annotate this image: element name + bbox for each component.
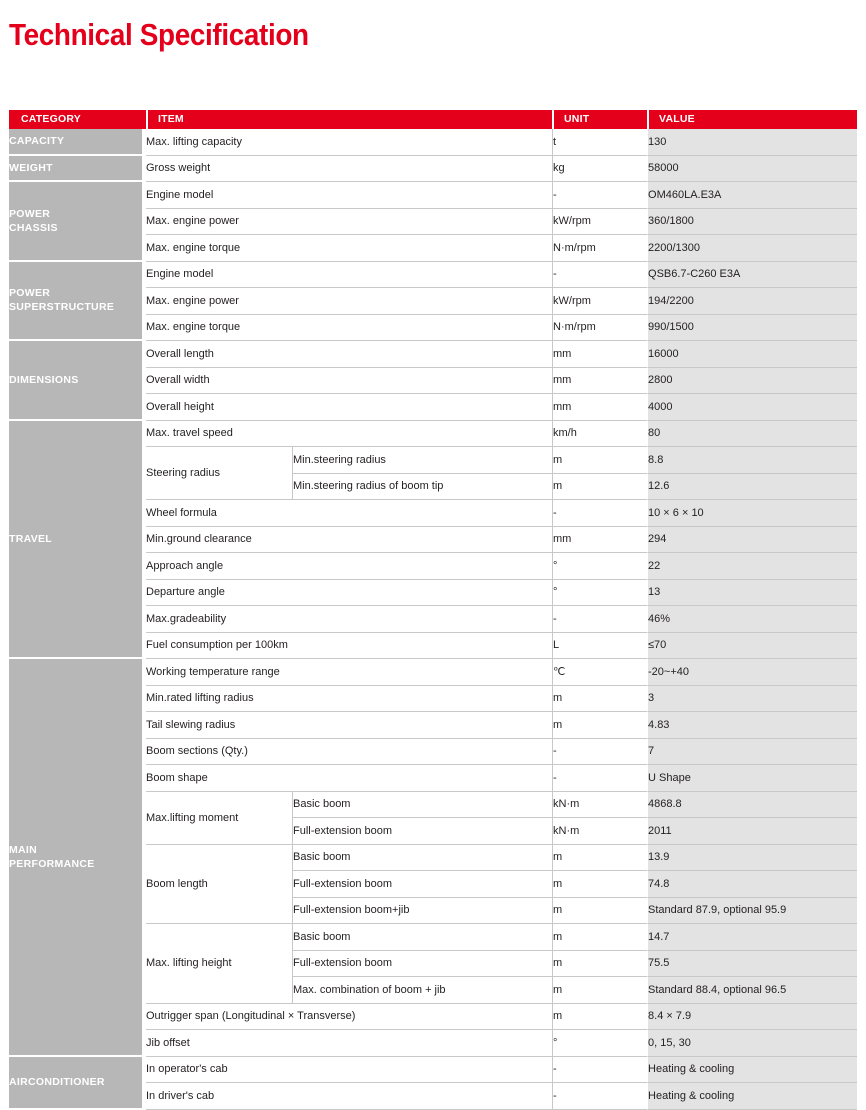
sub-item-cell: Full-extension boom bbox=[292, 871, 552, 898]
unit-cell: kN·m bbox=[552, 818, 647, 845]
item-cell: Fuel consumption per 100km bbox=[146, 633, 552, 660]
item-cell: Max. lifting height bbox=[146, 924, 292, 1004]
value-cell: 4.83 bbox=[647, 712, 857, 739]
item-cell: Engine model bbox=[146, 262, 552, 289]
value-cell: 12.6 bbox=[647, 474, 857, 501]
value-cell: 360/1800 bbox=[647, 209, 857, 236]
value-cell: 13.9 bbox=[647, 845, 857, 872]
category-cell bbox=[9, 182, 146, 262]
item-cell: Approach angle bbox=[146, 553, 552, 580]
table-row bbox=[9, 262, 857, 289]
item-cell: Max. engine power bbox=[146, 209, 552, 236]
unit-cell: kg bbox=[552, 156, 647, 183]
page-title: Technical Specification bbox=[9, 17, 309, 52]
category-label-line: POWER bbox=[9, 287, 51, 300]
header-value: VALUE bbox=[647, 110, 857, 129]
table-header-row bbox=[9, 110, 857, 129]
unit-cell: mm bbox=[552, 527, 647, 554]
sub-item-cell: Full-extension boom+jib bbox=[292, 898, 552, 925]
value-cell: U Shape bbox=[647, 765, 857, 792]
value-cell: Standard 87.9, optional 95.9 bbox=[647, 898, 857, 925]
value-cell: 2800 bbox=[647, 368, 857, 395]
value-cell: 13 bbox=[647, 580, 857, 607]
value-cell: 22 bbox=[647, 553, 857, 580]
category-label-line: POWER bbox=[9, 207, 51, 220]
table-row bbox=[9, 182, 857, 209]
category-cell: TRAVEL bbox=[9, 421, 146, 660]
sub-item-cell: Basic boom bbox=[292, 924, 552, 951]
category-cell bbox=[9, 262, 146, 342]
value-cell: 80 bbox=[647, 421, 857, 448]
unit-cell: - bbox=[552, 1057, 647, 1084]
item-cell: Overall length bbox=[146, 341, 552, 368]
item-cell: Jib offset bbox=[146, 1030, 552, 1057]
item-cell: Gross weight bbox=[146, 156, 552, 183]
value-cell: 46% bbox=[647, 606, 857, 633]
value-cell: QSB6.7-C260 E3A bbox=[647, 262, 857, 289]
unit-cell: km/h bbox=[552, 421, 647, 448]
unit-cell: - bbox=[552, 262, 647, 289]
category-label-line: MAIN bbox=[9, 843, 38, 856]
item-cell: In operator's cab bbox=[146, 1057, 552, 1084]
unit-cell: m bbox=[552, 871, 647, 898]
value-cell: -20~+40 bbox=[647, 659, 857, 686]
unit-cell: kW/rpm bbox=[552, 288, 647, 315]
sub-item-cell: Full-extension boom bbox=[292, 951, 552, 978]
header-category: CATEGORY bbox=[9, 110, 146, 129]
unit-cell: - bbox=[552, 765, 647, 792]
value-cell: 3 bbox=[647, 686, 857, 713]
item-cell: Max. engine torque bbox=[146, 235, 552, 262]
unit-cell: kW/rpm bbox=[552, 209, 647, 236]
item-cell: In driver's cab bbox=[146, 1083, 552, 1110]
item-cell: Engine model bbox=[146, 182, 552, 209]
unit-cell: m bbox=[552, 686, 647, 713]
item-cell: Steering radius bbox=[146, 447, 292, 500]
item-cell: Min.ground clearance bbox=[146, 527, 552, 554]
item-cell: Working temperature range bbox=[146, 659, 552, 686]
value-cell: 7 bbox=[647, 739, 857, 766]
unit-cell: ℃ bbox=[552, 659, 647, 686]
unit-cell: - bbox=[552, 606, 647, 633]
value-cell: 4000 bbox=[647, 394, 857, 421]
value-cell: 10 × 6 × 10 bbox=[647, 500, 857, 527]
unit-cell: t bbox=[552, 129, 647, 156]
category-label-line: SUPERSTRUCTURE bbox=[9, 301, 115, 314]
item-cell: Max.gradeability bbox=[146, 606, 552, 633]
unit-cell: m bbox=[552, 898, 647, 925]
category-cell bbox=[9, 659, 146, 1057]
unit-cell: m bbox=[552, 977, 647, 1004]
item-cell: Overall width bbox=[146, 368, 552, 395]
item-cell: Max. engine torque bbox=[146, 315, 552, 342]
unit-cell: ° bbox=[552, 553, 647, 580]
value-cell: Standard 88.4, optional 96.5 bbox=[647, 977, 857, 1004]
value-cell: 8.4 × 7.9 bbox=[647, 1004, 857, 1031]
item-cell: Max. travel speed bbox=[146, 421, 552, 448]
item-cell: Max. lifting capacity bbox=[146, 129, 552, 156]
item-cell: Min.rated lifting radius bbox=[146, 686, 552, 713]
value-cell: Heating & cooling bbox=[647, 1083, 857, 1110]
item-cell: Wheel formula bbox=[146, 500, 552, 527]
unit-cell: - bbox=[552, 739, 647, 766]
value-cell: 74.8 bbox=[647, 871, 857, 898]
unit-cell: m bbox=[552, 474, 647, 501]
unit-cell: m bbox=[552, 924, 647, 951]
value-cell: ≤70 bbox=[647, 633, 857, 660]
value-cell: 14.7 bbox=[647, 924, 857, 951]
header-unit: UNIT bbox=[552, 110, 647, 129]
unit-cell: m bbox=[552, 712, 647, 739]
value-cell: OM460LA.E3A bbox=[647, 182, 857, 209]
value-cell: 294 bbox=[647, 527, 857, 554]
table-row bbox=[9, 659, 857, 686]
unit-cell: N·m/rpm bbox=[552, 315, 647, 342]
table-row bbox=[9, 1057, 857, 1084]
sub-item-cell: Basic boom bbox=[292, 792, 552, 819]
unit-cell: L bbox=[552, 633, 647, 660]
item-cell: Boom length bbox=[146, 845, 292, 925]
item-cell: Boom sections (Qty.) bbox=[146, 739, 552, 766]
category-cell: AIRCONDITIONER bbox=[9, 1057, 146, 1110]
item-cell: Max.lifting moment bbox=[146, 792, 292, 845]
unit-cell: ° bbox=[552, 580, 647, 607]
item-cell: Overall height bbox=[146, 394, 552, 421]
unit-cell: ° bbox=[552, 1030, 647, 1057]
category-cell: CAPACITY bbox=[9, 129, 146, 156]
item-cell: Tail slewing radius bbox=[146, 712, 552, 739]
header-item: ITEM bbox=[146, 110, 552, 129]
value-cell: 2200/1300 bbox=[647, 235, 857, 262]
unit-cell: - bbox=[552, 1083, 647, 1110]
unit-cell: mm bbox=[552, 368, 647, 395]
item-cell: Departure angle bbox=[146, 580, 552, 607]
table-row bbox=[9, 156, 857, 183]
value-cell: 130 bbox=[647, 129, 857, 156]
unit-cell: - bbox=[552, 500, 647, 527]
table-row bbox=[9, 341, 857, 368]
unit-cell: mm bbox=[552, 341, 647, 368]
unit-cell: kN·m bbox=[552, 792, 647, 819]
sub-item-cell: Min.steering radius bbox=[292, 447, 552, 474]
value-cell: Heating & cooling bbox=[647, 1057, 857, 1084]
category-cell: WEIGHT bbox=[9, 156, 146, 183]
category-cell: DIMENSIONS bbox=[9, 341, 146, 421]
item-cell: Max. engine power bbox=[146, 288, 552, 315]
sub-item-cell: Basic boom bbox=[292, 845, 552, 872]
item-cell: Boom shape bbox=[146, 765, 552, 792]
category-label-line: PERFORMANCE bbox=[9, 857, 95, 870]
value-cell: 16000 bbox=[647, 341, 857, 368]
table-row bbox=[9, 129, 857, 156]
value-cell: 0, 15, 30 bbox=[647, 1030, 857, 1057]
sub-item-cell: Max. combination of boom + jib bbox=[292, 977, 552, 1004]
unit-cell: - bbox=[552, 182, 647, 209]
value-cell: 194/2200 bbox=[647, 288, 857, 315]
technical-specification-table bbox=[9, 110, 857, 1110]
value-cell: 58000 bbox=[647, 156, 857, 183]
unit-cell: m bbox=[552, 447, 647, 474]
sub-item-cell: Min.steering radius of boom tip bbox=[292, 474, 552, 501]
unit-cell: m bbox=[552, 951, 647, 978]
value-cell: 990/1500 bbox=[647, 315, 857, 342]
table-row bbox=[9, 421, 857, 448]
value-cell: 2011 bbox=[647, 818, 857, 845]
value-cell: 75.5 bbox=[647, 951, 857, 978]
unit-cell: m bbox=[552, 1004, 647, 1031]
item-cell: Outrigger span (Longitudinal × Transverse) bbox=[146, 1004, 552, 1031]
value-cell: 4868.8 bbox=[647, 792, 857, 819]
unit-cell: mm bbox=[552, 394, 647, 421]
sub-item-cell: Full-extension boom bbox=[292, 818, 552, 845]
value-cell: 8.8 bbox=[647, 447, 857, 474]
category-label-line: CHASSIS bbox=[9, 221, 58, 234]
unit-cell: m bbox=[552, 845, 647, 872]
unit-cell: N·m/rpm bbox=[552, 235, 647, 262]
table-body bbox=[9, 129, 857, 1110]
